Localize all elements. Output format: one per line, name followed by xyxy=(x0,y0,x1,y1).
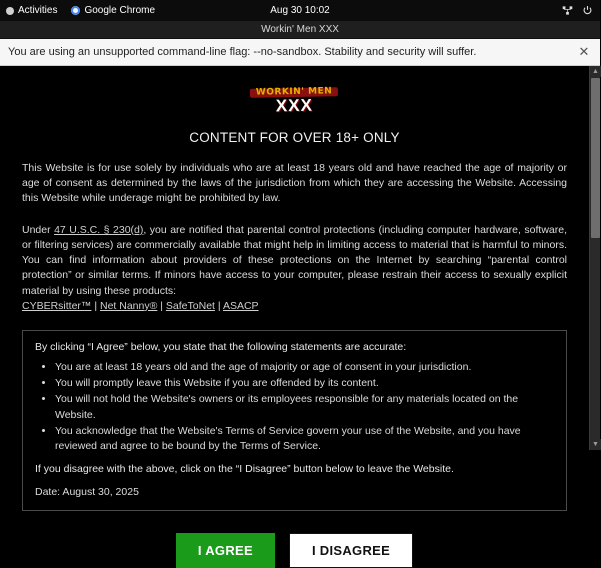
sep-3: | xyxy=(214,299,223,312)
safetonet-link[interactable]: SafeToNet xyxy=(165,299,215,312)
paragraph2-pre: Under xyxy=(22,223,55,236)
action-buttons xyxy=(22,533,567,568)
system-top-bar xyxy=(0,0,600,21)
site-logo[interactable] xyxy=(22,82,567,116)
scroll-down-arrow-icon[interactable]: ▼ xyxy=(590,439,601,450)
activities-dot-icon xyxy=(6,7,14,15)
disagree-button[interactable]: I DISAGREE xyxy=(289,533,413,568)
logo-bottom-text: XXX xyxy=(275,95,314,116)
page-title: CONTENT FOR OVER 18+ ONLY xyxy=(189,130,400,145)
infobar-message: You are using an unsupported command-line flag: --no-sandbox. Stability and security will suffer. xyxy=(8,46,477,58)
activities-label: Activities xyxy=(18,5,58,16)
list-item: • You will not hold the Website's owners or its employees responsible for any materials located on the Website. xyxy=(55,392,554,422)
parental-controls-paragraph xyxy=(22,223,567,314)
chrome-label: Google Chrome xyxy=(84,5,156,16)
usc-link[interactable]: 47 U.S.C. § 230(d) xyxy=(54,223,144,236)
list-item: • You will promptly leave this Website if you are offended by its content. xyxy=(55,376,554,391)
disagree-instruction: If you disagree with the above, click on the “I Disagree” button below to leave the Website. xyxy=(35,463,454,476)
chrome-icon xyxy=(71,6,80,15)
power-icon[interactable] xyxy=(582,5,593,16)
window-title-bar xyxy=(0,21,600,39)
top-bar-left xyxy=(0,5,155,16)
agreement-intro: By clicking “I Agree” below, you state that the following statements are accurate: xyxy=(35,340,407,353)
netnanny-link[interactable]: Net Nanny® xyxy=(100,299,158,312)
agree-button[interactable]: I AGREE xyxy=(176,533,275,568)
paragraph2-post: , you are notified that parental control protections (including computer hardware, software, or filtering services) are commercially available that might help in limiting access to material that is harmful to minors. You can find information about providers of these protections on the Internet by searching “parental control protection” or similar terms. If minors have access to your computer, please restrain their access to sexually explicit material by using these products: xyxy=(22,223,568,297)
clock[interactable]: Aug 30 10:02 xyxy=(270,5,330,16)
age-verification-page xyxy=(0,66,589,559)
browser-viewport xyxy=(0,66,600,559)
unsupported-flag-infobar xyxy=(0,39,600,66)
sep-2: | xyxy=(157,299,166,312)
cybersitter-link[interactable]: CYBERsitter™ xyxy=(22,299,92,312)
close-icon[interactable]: ✕ xyxy=(578,44,590,59)
current-date: Date: August 30, 2025 xyxy=(35,486,139,499)
network-icon[interactable] xyxy=(562,5,573,16)
chrome-window-button[interactable] xyxy=(71,5,155,16)
sep-1: | xyxy=(91,299,100,312)
list-item: • You are at least 18 years old and the age of majority or age of consent in your jurisdiction. xyxy=(55,360,554,375)
activities-button[interactable] xyxy=(6,5,57,16)
age-paragraph: This Website is for use solely by individuals who are at least 18 years old and have reached the age of majority or age of consent as determined by the laws of the jurisdiction from which they are accessing the Website. Accessing this Website while underage might be prohibited by law. xyxy=(22,162,567,205)
top-bar-right xyxy=(562,5,600,16)
window-title: Workin' Men XXX xyxy=(261,24,339,35)
scrollbar-thumb[interactable] xyxy=(591,78,600,238)
agreement-box xyxy=(22,330,567,511)
list-item: • You acknowledge that the Website's Terms of Service govern your use of the Website, and you have reviewed and agree to be bound by the Terms of Service. xyxy=(55,424,554,454)
agreement-bullet-list xyxy=(35,360,554,454)
scroll-up-arrow-icon[interactable]: ▲ xyxy=(590,66,601,77)
page-scrollbar[interactable] xyxy=(589,66,600,450)
logo-top-text: WORKIN' MEN xyxy=(250,87,339,98)
asacp-link[interactable]: ASACP xyxy=(222,299,259,312)
